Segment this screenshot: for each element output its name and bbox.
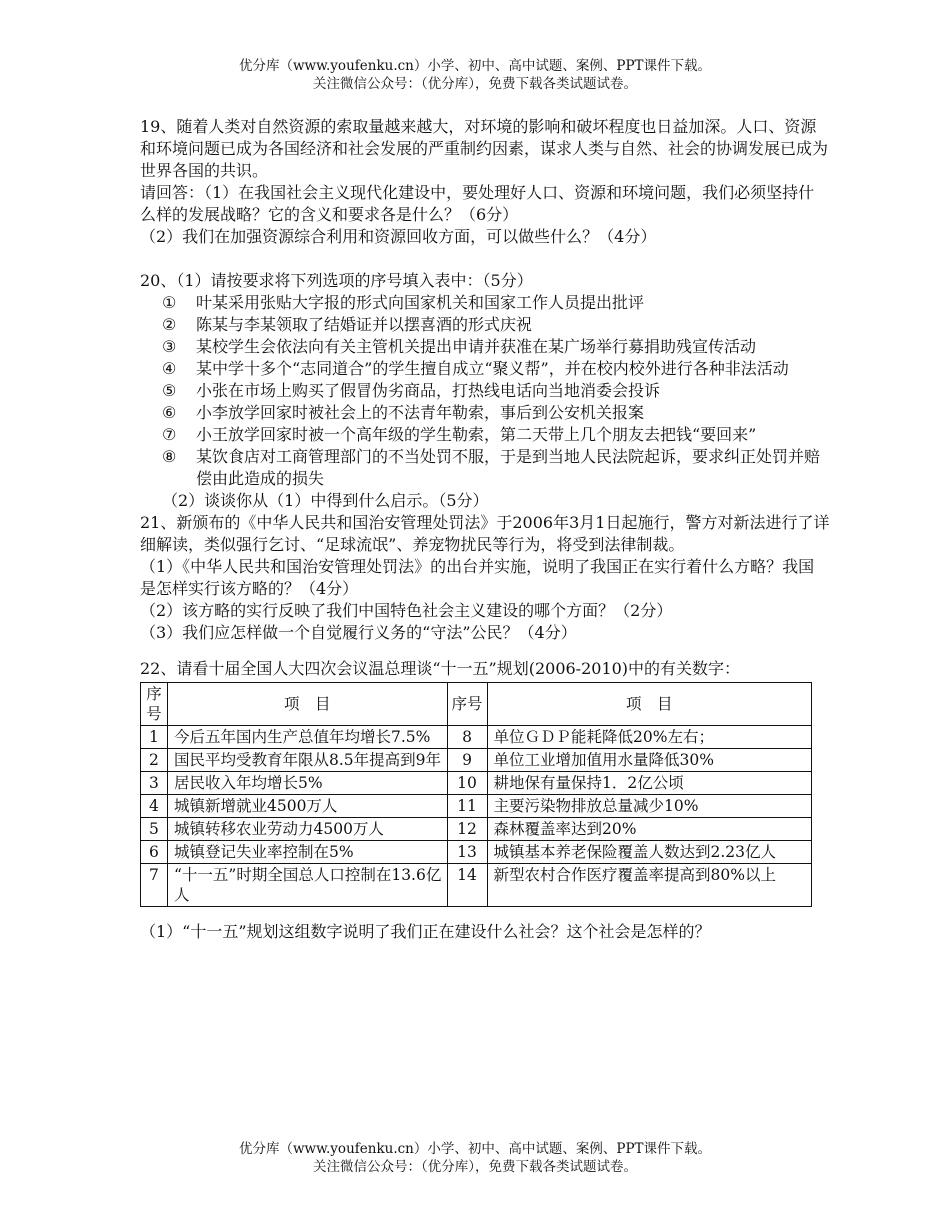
q22-ask-1: （1）“十一五”规划这组数字说明了我们正在建设什么社会？这个社会是怎样的？	[140, 922, 711, 941]
table-header-row	[141, 683, 812, 726]
table-row	[141, 726, 812, 749]
table-cell: 8	[447, 726, 487, 749]
table-cell: 7	[141, 864, 168, 907]
q22-title: 22、请看十届全国人大四次会议温总理谈“十一五”规划(2006-2010)中的有关数字：	[140, 659, 741, 678]
table-cell: 主要污染物排放总量减少10%	[487, 795, 811, 818]
document-body	[140, 116, 830, 943]
list-item: ⑥ 小李放学回家时被社会上的不法青年勒索，事后到公安机关报案	[162, 403, 645, 422]
table-cell: 6	[141, 841, 168, 864]
header-line-2: 关注微信公众号：（优分库），免费下载各类试题试卷。	[313, 76, 637, 92]
table-row	[141, 864, 812, 907]
table-cell: “十一五”时期全国总人口控制在13.6亿人	[167, 864, 447, 907]
table-row	[141, 841, 812, 864]
page-footer	[0, 1140, 950, 1176]
table-cell: 12	[447, 818, 487, 841]
list-item: ③ 某校学生会依法向有关主管机关提出申请并获准在某广场举行募捐助残宣传活动	[162, 337, 757, 356]
table-row	[141, 749, 812, 772]
table-cell: 单位工业增加值用水量降低30%	[487, 749, 811, 772]
list-item: ④ 某中学十多个“志同道合”的学生擅自成立“聚义帮”，并在校内校外进行各种非法活动	[162, 359, 789, 378]
page-header	[0, 57, 950, 93]
table-cell: 城镇转移农业劳动力4500万人	[167, 818, 447, 841]
table-cell: 森林覆盖率达到20%	[487, 818, 811, 841]
list-item: ② 陈某与李某领取了结婚证并以摆喜酒的形式庆祝	[162, 315, 533, 334]
table-cell: 1	[141, 726, 168, 749]
table-cell: 14	[447, 864, 487, 907]
table-cell: 3	[141, 772, 168, 795]
table-row	[141, 795, 812, 818]
q19-text: 19、随着人类对自然资源的索取量越来越大，对环境的影响和破坏程度也日益加深。人口、资源和环境问题已成为各国经济和社会发展的严重制约因素，谋求人类与自然、社会的协调发展已成为世界各国的共识。	[140, 117, 829, 180]
q20-title: 20、（1）请按要求将下列选项的序号填入表中：（5分）	[140, 271, 533, 290]
header-cell-item: 项 目	[487, 683, 811, 726]
table-cell: 国民平均受教育年限从8.5年提高到9年	[167, 749, 447, 772]
header-cell-num: 序号	[447, 683, 487, 726]
q21-ask-2: （2）该方略的实行反映了我们中国特色社会主义建设的哪个方面？（2分）	[140, 601, 673, 620]
footer-line-2: 关注微信公众号：（优分库），免费下载各类试题试卷。	[313, 1159, 637, 1175]
q22-data-table	[140, 682, 812, 907]
table-row	[141, 772, 812, 795]
table-row	[141, 818, 812, 841]
table-cell: 耕地保有量保持1．2亿公顷	[487, 772, 811, 795]
footer-line-1: 优分库（www.youfenku.cn）小学、初中、高中试题、案例、PPT课件下载。	[238, 1141, 712, 1157]
list-item: ⑧ 某饮食店对工商管理部门的不当处罚不服，于是到当地人民法院起诉，要求纠正处罚并赔偿由此造成的损失	[162, 447, 821, 488]
table-cell: 2	[141, 749, 168, 772]
table-cell: 5	[141, 818, 168, 841]
header-cell-num: 序号	[141, 683, 168, 726]
table-cell: 新型农村合作医疗覆盖率提高到80%以上	[487, 864, 811, 907]
table-cell: 11	[447, 795, 487, 818]
list-item: ① 叶某采用张贴大字报的形式向国家机关和国家工作人员提出批评	[162, 293, 645, 312]
q20-ask-2: （2）谈谈你从（1）中得到什么启示。（5分）	[162, 491, 489, 510]
q21-text: 21、新颁布的《中华人民共和国治安管理处罚法》于2006年3月1日起施行，警方对新法进行了详细解读，类似强行乞讨、“足球流氓”、养宠物扰民等行为，将受到法律制裁。	[140, 513, 830, 554]
table-cell: 10	[447, 772, 487, 795]
table-cell: 居民收入年均增长5%	[167, 772, 447, 795]
table-cell: 单位ＧＤＰ能耗降低20%左右；	[487, 726, 811, 749]
q20-item-list	[140, 292, 830, 490]
list-item: ⑤ 小张在市场上购买了假冒伪劣商品，打热线电话向当地消委会投诉	[162, 381, 661, 400]
table-cell: 9	[447, 749, 487, 772]
table-cell: 13	[447, 841, 487, 864]
table-cell: 城镇基本养老保险覆盖人数达到2.23亿人	[487, 841, 811, 864]
q21-ask-1: （1）《中华人民共和国治安管理处罚法》的出台并实施，说明了我国正在实行着什么方略？我国是怎样实行该方略的？（4分）	[140, 557, 815, 598]
q19-ask-2: （2）我们在加强资源综合利用和资源回收方面，可以做些什么？（4分）	[140, 227, 657, 246]
header-line-1: 优分库（www.youfenku.cn）小学、初中、高中试题、案例、PPT课件下载。	[238, 58, 712, 74]
list-item: ⑦ 小王放学回家时被一个高年级的学生勒索，第二天带上几个朋友去把钱“要回来”	[162, 425, 757, 444]
header-cell-item: 项 目	[167, 683, 447, 726]
q21-ask-3: （3）我们应怎样做一个自觉履行义务的“守法”公民？（4分）	[140, 623, 577, 642]
q19-ask-1: 请回答：（1）在我国社会主义现代化建设中，要处理好人口、资源和环境问题，我们必须坚持什么样的发展战略？它的含义和要求各是什么？（6分）	[140, 183, 815, 224]
table-cell: 城镇新增就业4500万人	[167, 795, 447, 818]
table-cell: 今后五年国内生产总值年均增长7.5%	[167, 726, 447, 749]
table-cell: 城镇登记失业率控制在5%	[167, 841, 447, 864]
table-cell: 4	[141, 795, 168, 818]
